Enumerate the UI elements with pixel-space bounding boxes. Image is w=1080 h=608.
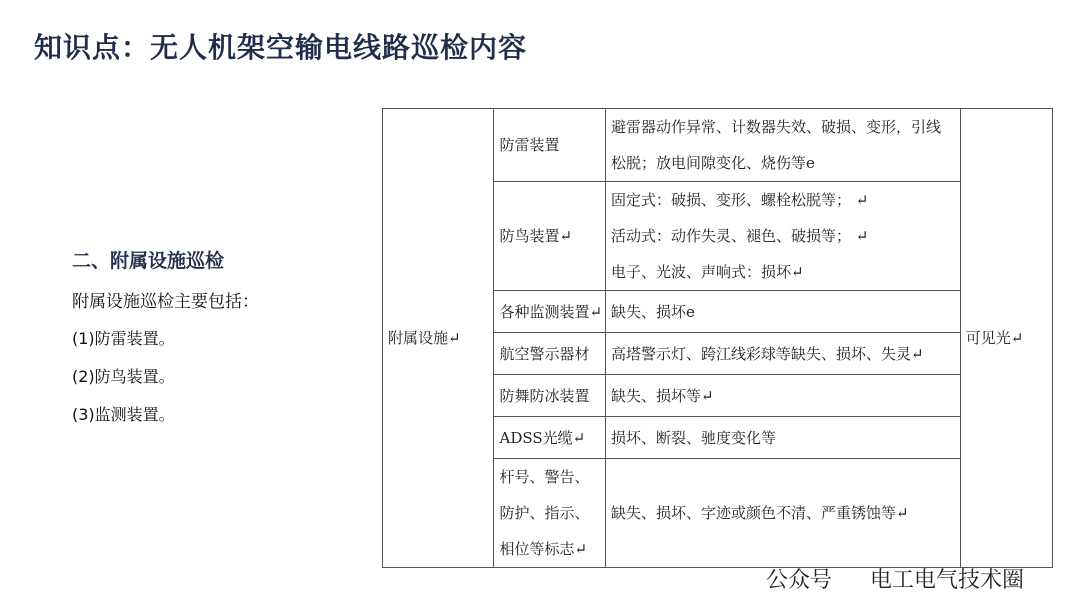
item-content-cell: 损坏、断裂、驰度变化等	[605, 417, 960, 459]
page-title: 知识点：无人机架空输电线路巡检内容	[34, 31, 528, 64]
list-item: (3)监测装置。	[72, 405, 175, 424]
section-heading: 二、附属设施巡检	[72, 250, 225, 272]
item-content-cell: 缺失、损坏e	[605, 291, 960, 333]
content-line: 活动式：动作失灵、褪色、破损等； ↵	[610, 227, 869, 245]
item-name-cell: 航空警示器材	[494, 333, 605, 375]
item-content-cell: 缺失、损坏、字迹或颜色不清、严重锈蚀等↵	[605, 459, 960, 568]
table-row	[383, 109, 1053, 182]
content-line: 电子、光波、声响式：损坏↵	[610, 263, 804, 281]
watermark-caption	[766, 563, 1024, 594]
list-item: (2)防鸟装置。	[72, 367, 175, 386]
category-cell: 附属设施↵	[383, 109, 494, 568]
inspection-table	[382, 108, 1053, 568]
item-content-cell: 缺失、损坏等↵	[605, 375, 960, 417]
account-name: 电工电气技术圈	[869, 568, 1024, 593]
list-item: (1)防雷装置。	[72, 329, 175, 348]
item-name-cell: 杆号、警告、防护、指示、相位等标志↵	[494, 459, 605, 568]
section-summary	[72, 246, 259, 440]
item-name-cell: 防舞防冰装置	[494, 375, 605, 417]
item-content-cell: 避雷器动作异常、计数器失效、破损、变形，引线松脱；放电间隙变化、烧伤等e	[605, 109, 960, 182]
item-content-cell: 高塔警示灯、跨江线彩球等缺失、损坏、失灵↵	[605, 333, 960, 375]
account-label: 公众号	[765, 568, 832, 593]
method-cell: 可见光↵	[960, 109, 1052, 568]
item-name-cell: 防雷装置	[494, 109, 605, 182]
item-name-cell: 各种监测装置↵	[494, 291, 605, 333]
section-intro: 附属设施巡检主要包括：	[72, 292, 259, 312]
item-name-cell: 防鸟装置↵	[494, 182, 605, 291]
item-name-cell: ADSS光缆↵	[494, 417, 605, 459]
item-content-cell	[605, 182, 960, 291]
content-line: 固定式：破损、变形、螺栓松脱等； ↵	[610, 191, 869, 209]
